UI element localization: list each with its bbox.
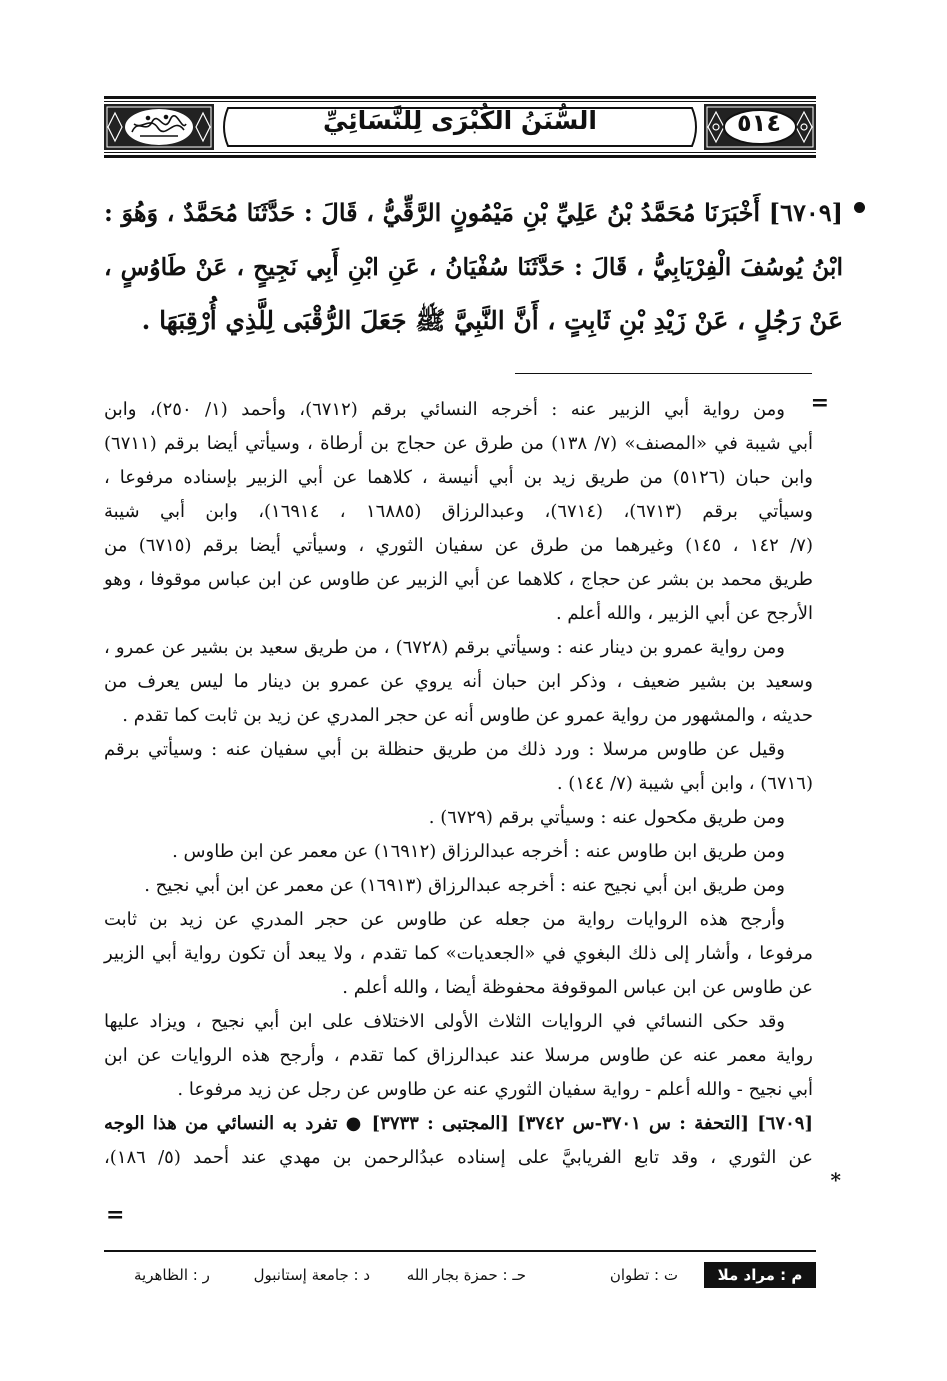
hadith-line: [٦٧٠٩] أَخْبَرَنَا مُحَمَّدُ بْنُ عَلِيِّ بْنِ مَيْمُونٍ الرَّقِّيُّ ، قَالَ : حَدَّثَنَا مُحَمَّدٌ ، وَهُوَ : [104, 198, 843, 227]
header-bottom-rule [104, 155, 816, 158]
manuscripts-rule [104, 1250, 816, 1252]
manuscript-r: ر : الظاهرية [134, 1266, 210, 1284]
footnote-line: ومن طريق ابن أبي نجيح عنه : أخرجه عبدالرزاق (١٦٩١٣) عن معمر عن ابن أبي نجيح . [144, 875, 785, 896]
running-header [104, 96, 816, 158]
footnote-line: أبي نجيح - والله أعلم - رواية سفيان الثوري عنه عن طاوس عن رجل عن زيد مرفوعا . [177, 1079, 813, 1100]
footnote-line: طريق محمد بن بشر عن حجاج ، كلاهما عن أبي الزبير عن طاوس عن ابن عباس موقوفا ، وهو [104, 569, 813, 590]
footnote-line: ومن طريق مكحول عنه : وسيأتي برقم (٦٧٢٩) . [428, 807, 785, 828]
footnote-line: وأرجح هذه الروايات رواية من جعله عن طاوس عن حجر المدري عن زيد بن ثابت [104, 909, 785, 930]
footnotes [104, 393, 813, 1175]
takhrij-line: عن الثوري ، وقد تابع الفريابيَّ على إسناده عبدُالرحمن بن مهدي عند أحمد (٥/ ١٨٦)، [104, 1147, 813, 1168]
footnote-line: حديثه ، والمشهور من رواية عمرو عن طاوس أنه عن حجر المدري عن زيد بن ثابت كما تقدم . [122, 705, 813, 726]
footnote-line: مرفوعا ، وأشار إلى ذلك البغوي في «الجعديات» كما تقدم ، ولا يبعد أن تكون رواية أبي الزبير [104, 943, 813, 964]
footnote-line: رواية معمر عنه عن طاوس مرسلا عند عبدالرزاق كما تقدم ، وأرجح هذه الروايات عن ابن [104, 1045, 813, 1066]
footnote-line: أبي شيبة في «المصنف» (٧/ ١٣٨) من طرق عن حجاج بن أرطاة ، وسيأتي أيضا برقم (٦٧١١) [104, 433, 814, 454]
footnote-line: وابن حبان (٥١٢٦) من طريق زيد بن أبي أنيسة ، كلاهما عن أبي الزبير بإسناده مرفوعا ، [104, 467, 813, 488]
bullet-icon [854, 202, 865, 213]
hadith-line: ابْنُ يُوسُفَ الْفِرْيَابِيُّ ، قَالَ : حَدَّثَنَا سُفْيَانُ ، عَنِ ابْنِ أَبِي نَجِيحٍ ، عَنْ طَاوُسٍ ، [104, 253, 843, 281]
manuscript-d: د : جامعة إستانبول [253, 1266, 370, 1284]
manuscript-m: م : مراد ملا [704, 1262, 816, 1288]
footnote-line: وقد حكى النسائي في الروايات الثلاث الأولى الاختلاف على ابن أبي نجيح ، ويزاد عليها [104, 1011, 785, 1032]
footnote-line: عن طاوس عن ابن عباس الموقوفة محفوظة أيضا ، والله أعلم . [342, 977, 813, 998]
hadith-text [104, 186, 843, 348]
footnote-separator [515, 373, 812, 374]
header-top-rule [104, 96, 816, 99]
footnote-line: ومن رواية عمرو بن دينار عنه : وسيأتي برقم (٦٧٢٨) ، من طريق سعيد بن بشير عن عمرو ، [104, 637, 785, 658]
header-bottom-rule-thin [104, 152, 816, 153]
footnote-line: وقيل عن طاوس مرسلا : ورد ذلك من طريق حنظلة بن أبي سفيان عنه : وسيأتي برقم [104, 739, 785, 760]
book-title: السُّنَنُ الكُبْرَى لِلنَّسَائِيِّ [323, 106, 597, 135]
footnote-line: (٧/ ١٤٢ ، ١٤٥) وغيرهما من طرق عن سفيان الثوري ، وسيأتي أيضا برقم (٦٧١٥) من [104, 535, 813, 556]
footnote-line: الأرجح عن أبي الزبير ، والله أعلم . [555, 603, 813, 624]
manuscripts-bar [104, 1262, 816, 1288]
asterisk-icon: * [830, 1168, 841, 1192]
manuscript-t: ت : تطوان [609, 1266, 678, 1284]
takhrij-line: [٦٧٠٩] [التحفة : س ٣٧٠١-س ٣٧٤٢] [المجتبى : ٣٧٣٣] ● تفرد به النسائي من هذا الوجه [104, 1113, 813, 1134]
footnote-line: وسيأتي برقم (٦٧١٣)، (٦٧١٤)، وعبدالرزاق (١٦٨٨٥ ، ١٦٩١٤)، وابن أبي شيبة [104, 501, 813, 522]
calligraphy-seal-ornament [104, 104, 214, 150]
header-top-rule-thin [104, 101, 816, 102]
footnote-line: وسعيد بن بشير ضعيف ، وذكر ابن حبان أنه يروي عن عمرو بن دينار ما ليس يعرف من [104, 671, 813, 692]
footnote-line: ومن طريق ابن طاوس عنه : أخرجه عبدالرزاق (١٦٩١٢) عن معمر عن ابن طاوس . [172, 841, 785, 862]
footnote-line: (٦٧١٦) ، وابن أبي شيبة (٧/ ١٤٤) . [556, 773, 813, 794]
page-number: ٥١٤ [737, 109, 781, 137]
footnote-line: ومن رواية أبي الزبير عنه : أخرجه النسائي برقم (٦٧١٢)، وأحمد (١/ ٢٥٠)، وابن [104, 399, 785, 420]
continuation-mark-end: = [106, 1202, 125, 1228]
manuscript-h: حـ : حمزة بجار الله [406, 1266, 526, 1284]
continuation-mark: = [810, 390, 829, 416]
hadith-line: عَنْ رَجُلٍ ، عَنْ زَيْدِ بْنِ ثَابِتٍ ، أَنَّ النَّبِيَّ ﷺ جَعَلَ الرُّقْبَى لِلَّذِي أُرْقِبَهَا . [141, 306, 843, 335]
